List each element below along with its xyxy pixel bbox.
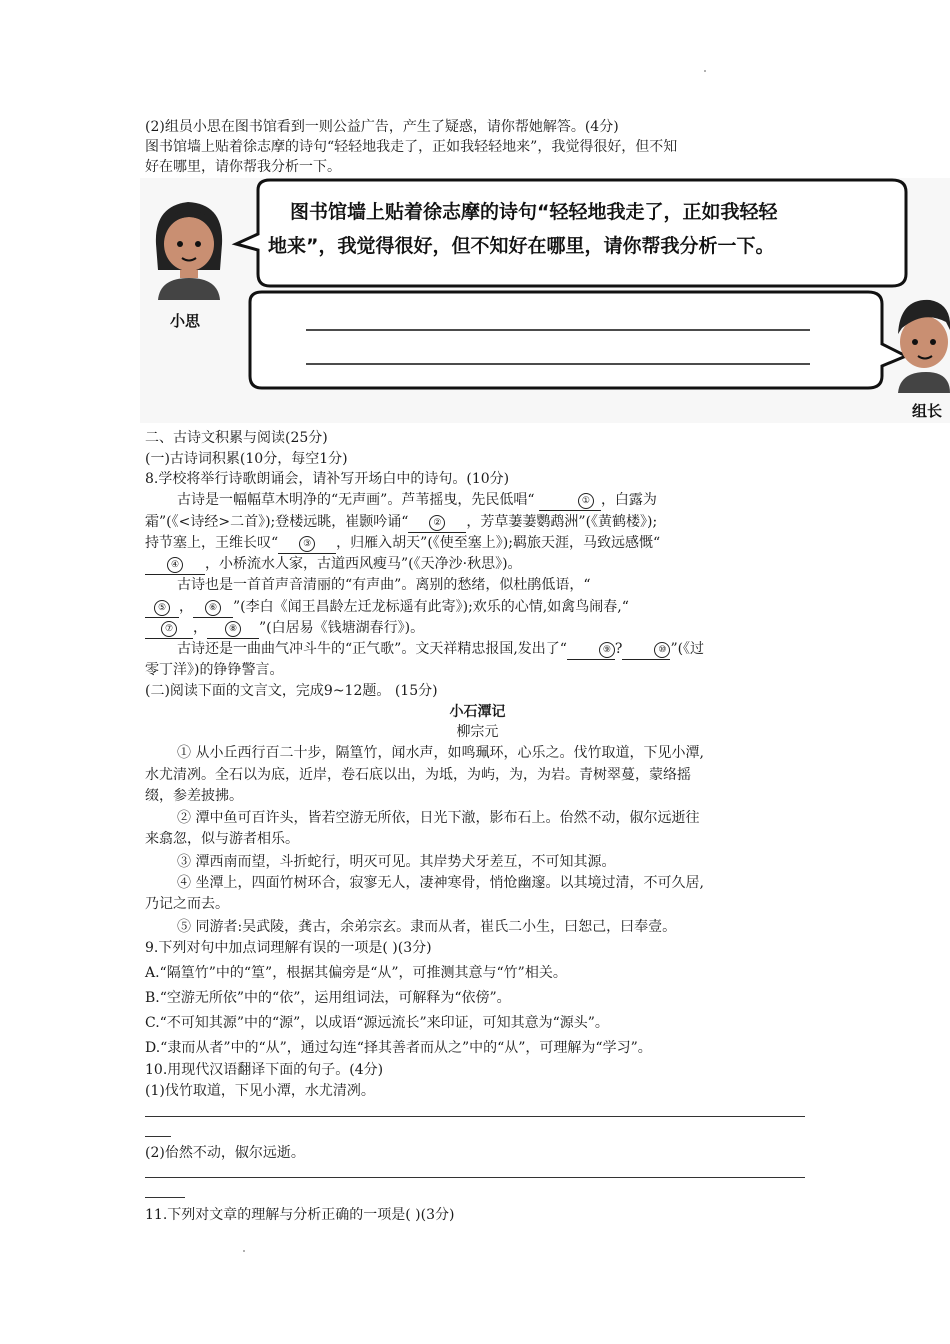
blank-4[interactable]: ④ bbox=[145, 554, 205, 575]
comic-illustration bbox=[140, 178, 950, 423]
q9-stem: 9.下列对句中加点词理解有误的一项是( )(3分) bbox=[145, 940, 432, 956]
q9-option-c[interactable]: C.“不可知其源”中的“源”，以成语“源远流长”来印证，可知其意为“源头”。 bbox=[145, 1015, 609, 1031]
q11-stem: 11.下列对文章的理解与分析正确的一项是( )(3分) bbox=[145, 1207, 455, 1223]
blank-5[interactable]: ⑤ bbox=[145, 597, 179, 618]
q9-option-d[interactable]: D.“隶而从者”中的“从”，通过勾连“择其善者而从之”中的“从”，可理解为“学习”。 bbox=[145, 1040, 652, 1056]
q7-2-text-line2: 好在哪里，请你帮我分析一下。 bbox=[145, 159, 341, 175]
section2-sub2: (二)阅读下面的文言文，完成9~12题。 (15分) bbox=[145, 683, 438, 699]
q9-option-a[interactable]: A.“隔篁竹”中的“篁”，根据其偏旁是“从”，可推测其意与“竹”相关。 bbox=[145, 965, 567, 981]
article-author: 柳宗元 bbox=[456, 724, 499, 740]
q8-p2-line3: ⑦ ， ⑧ ”(白居易《钱塘湖春行》)。 bbox=[145, 618, 810, 639]
q8-p3-line2: 零丁洋》)的铮铮警言。 bbox=[145, 662, 284, 678]
blank-6[interactable]: ⑥ bbox=[193, 597, 233, 618]
bubble-text-line2: 地来”，我觉得很好，但不知好在哪里，请你帮我分析一下。 bbox=[268, 235, 775, 257]
q10-answer-line-1a[interactable] bbox=[145, 1116, 805, 1117]
q10-answer-line-1b[interactable] bbox=[145, 1136, 171, 1137]
q8-p1-line4: ④ ，小桥流水人家，古道西风瘦马”(《天净沙·秋思》)。 bbox=[145, 554, 810, 575]
q8-p1-line1: 古诗是一幅幅草木明净的“无声画”。芦苇摇曳，先民低唱“ ① ，白露为 bbox=[145, 490, 810, 511]
q9-option-b[interactable]: B.“空游无所依”中的“依”，运用组词法，可解释为“依傍”。 bbox=[145, 990, 511, 1006]
q10-sentence-2: (2)佁然不动，俶尔远逝。 bbox=[145, 1145, 305, 1161]
scan-speck bbox=[243, 1250, 245, 1252]
girl-label: 小思 bbox=[170, 312, 201, 330]
blank-7[interactable]: ⑦ bbox=[145, 618, 193, 639]
blank-1[interactable]: ① bbox=[539, 490, 601, 511]
q8-p3-line1: 古诗还是一曲曲气冲斗牛的“正气歌”。文天祥精忠报国,发出了“ ⑨ ? ⑩ ”(《过 bbox=[145, 639, 810, 660]
q8-p1-line3: 持节塞上，王维长叹“ ③ ，归雁入胡天”(《使至塞上》);羁旅天涯，马致远感慨“ bbox=[145, 533, 810, 554]
article-p2-line2: 来翕忽，似与游者相乐。 bbox=[145, 831, 299, 847]
q8-p1-line2: 霜”(《<诗经>二首》);登楼远眺，崔颢吟诵“ ② ，芳草萋萋鹦鹉洲”(《黄鹤楼》); bbox=[145, 512, 810, 533]
article-p4-line1: ④ 坐潭上，四面竹树环合，寂寥无人，凄神寒骨，悄怆幽邃。以其境过清，不可久居, bbox=[177, 875, 704, 891]
q7-2-text-line1: 图书馆墙上贴着徐志摩的诗句“轻轻地我走了，正如我轻轻地来”，我觉得很好，但不知 bbox=[145, 139, 678, 155]
bubble-text-line1: 图书馆墙上贴着徐志摩的诗句“轻轻地我走了，正如我轻轻 bbox=[290, 201, 778, 223]
q10-sentence-1: (1)伐竹取道，下见小潭，水尤清冽。 bbox=[145, 1083, 375, 1099]
blank-9[interactable]: ⑨ bbox=[567, 639, 615, 660]
blank-3[interactable]: ③ bbox=[278, 533, 336, 554]
section2-sub1: (一)古诗词积累(10分，每空1分) bbox=[145, 451, 348, 467]
article-p1-line1: ① 从小丘西行百二十步，隔篁竹，闻水声，如鸣珮环，心乐之。伐竹取道，下见小潭, bbox=[177, 745, 704, 761]
article-p3: ③ 潭西南而望，斗折蛇行，明灭可见。其岸势犬牙差互，不可知其源。 bbox=[177, 854, 616, 870]
girl-figure-icon bbox=[156, 202, 222, 300]
boy-figure-icon bbox=[898, 300, 950, 393]
article-p5: ⑤ 同游者:吴武陵，龚古，余弟宗玄。隶而从者，崔氏二小生，曰恕己，曰奉壹。 bbox=[177, 919, 677, 935]
q10-answer-line-2b[interactable] bbox=[145, 1197, 185, 1198]
blank-2[interactable]: ② bbox=[408, 512, 466, 533]
q8-p2-line2: ⑤ ， ⑥ ”(李白《闻王昌龄左迁龙标遥有此寄》);欢乐的心情,如禽鸟闹春,“ bbox=[145, 597, 810, 618]
q10-answer-line-2a[interactable] bbox=[145, 1177, 805, 1178]
article-title: 小石潭记 bbox=[449, 704, 506, 720]
q8-stem: 8.学校将举行诗歌朗诵会，请补写开场白中的诗句。(10分) bbox=[145, 471, 510, 487]
q7-2-question: (2)组员小思在图书馆看到一则公益广告，产生了疑惑，请你帮她解答。(4分) bbox=[145, 119, 619, 135]
section2-heading: 二、古诗文积累与阅读(25分) bbox=[145, 430, 328, 446]
q10-stem: 10.用现代汉语翻译下面的句子。(4分) bbox=[145, 1062, 384, 1078]
article-p2-line1: ② 潭中鱼可百许头，皆若空游无所依，日光下澈，影布石上。佁然不动，俶尔远逝往 bbox=[177, 810, 700, 826]
blank-10[interactable]: ⑩ bbox=[622, 639, 670, 660]
boy-label: 组长 bbox=[912, 402, 943, 420]
q8-p2-line1: 古诗也是一首首声音清丽的“有声曲”。离别的愁绪，似杜鹃低语，“ bbox=[177, 577, 591, 593]
article-p4-line2: 乃记之而去。 bbox=[145, 896, 229, 912]
article-p1-line2: 水尤清冽。全石以为底，近岸，卷石底以出，为坻，为屿，为，为岩。青树翠蔓，蒙络摇 bbox=[145, 767, 691, 783]
blank-8[interactable]: ⑧ bbox=[207, 618, 259, 639]
scan-speck bbox=[704, 70, 706, 72]
article-p1-line3: 缀，参差披拂。 bbox=[145, 788, 243, 804]
